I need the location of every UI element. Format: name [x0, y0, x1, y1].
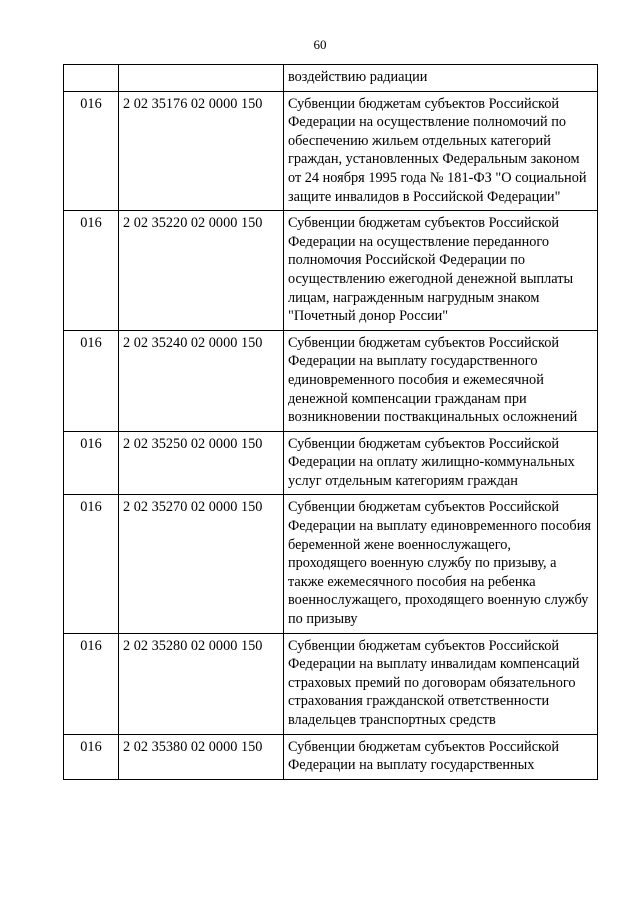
- admin-code-cell: 016: [64, 633, 119, 734]
- income-name-cell: Субвенции бюджетам субъектов Российской Федерации на осуществление переданного полномочия Российской Федерации по осуществлению ежегодной денежной выплаты лицам, награжденным нагрудным знаком "Почетный донор России": [284, 211, 598, 331]
- table-row: [64, 330, 598, 431]
- budget-code-cell: 2 02 35220 02 0000 150: [119, 211, 284, 331]
- admin-code-cell: 016: [64, 431, 119, 495]
- budget-code-cell: 2 02 35380 02 0000 150: [119, 734, 284, 779]
- budget-code-cell: 2 02 35240 02 0000 150: [119, 330, 284, 431]
- income-name-cell: воздействию радиации: [284, 65, 598, 92]
- budget-code-cell: [119, 65, 284, 92]
- table-row: [64, 91, 598, 211]
- table-row: [64, 734, 598, 779]
- budget-code-cell: 2 02 35270 02 0000 150: [119, 495, 284, 633]
- income-name-cell: Субвенции бюджетам субъектов Российской Федерации на выплату государственного единовременного пособия и ежемесячной денежной компенсации гражданам при возникновении поствакцинальных осложнений: [284, 330, 598, 431]
- income-name-cell: Субвенции бюджетам субъектов Российской Федерации на выплату инвалидам компенсаций страховых премий по договорам обязательного страхования гражданской ответственности владельцев транспортных средств: [284, 633, 598, 734]
- table-row: [64, 633, 598, 734]
- admin-code-cell: [64, 65, 119, 92]
- budget-code-cell: 2 02 35176 02 0000 150: [119, 91, 284, 211]
- page-number: 60: [313, 37, 327, 52]
- budget-classification-table: [63, 64, 598, 780]
- admin-code-cell: 016: [64, 734, 119, 779]
- budget-code-cell: 2 02 35280 02 0000 150: [119, 633, 284, 734]
- admin-code-cell: 016: [64, 91, 119, 211]
- income-name-cell: Субвенции бюджетам субъектов Российской Федерации на осуществление полномочий по обеспечению жильем отдельных категорий граждан, установленных Федеральным законом от 24 ноября 1995 года № 181-ФЗ "О социальной защите инвалидов в Российской Федерации": [284, 91, 598, 211]
- table-row: [64, 211, 598, 331]
- income-name-cell: Субвенции бюджетам субъектов Российской Федерации на выплату единовременного пособия беременной жене военнослужащего, проходящего военную службу по призыву, а также ежемесячного пособия на ребенка военнослужащего, проходящего военную службу по призыву: [284, 495, 598, 633]
- budget-code-cell: 2 02 35250 02 0000 150: [119, 431, 284, 495]
- table-row: [64, 495, 598, 633]
- table-row: [64, 431, 598, 495]
- income-name-cell: Субвенции бюджетам субъектов Российской Федерации на оплату жилищно-коммунальных услуг отдельным категориям граждан: [284, 431, 598, 495]
- admin-code-cell: 016: [64, 330, 119, 431]
- table-row: [64, 65, 598, 92]
- admin-code-cell: 016: [64, 211, 119, 331]
- admin-code-cell: 016: [64, 495, 119, 633]
- income-name-cell: Субвенции бюджетам субъектов Российской Федерации на выплату государственных: [284, 734, 598, 779]
